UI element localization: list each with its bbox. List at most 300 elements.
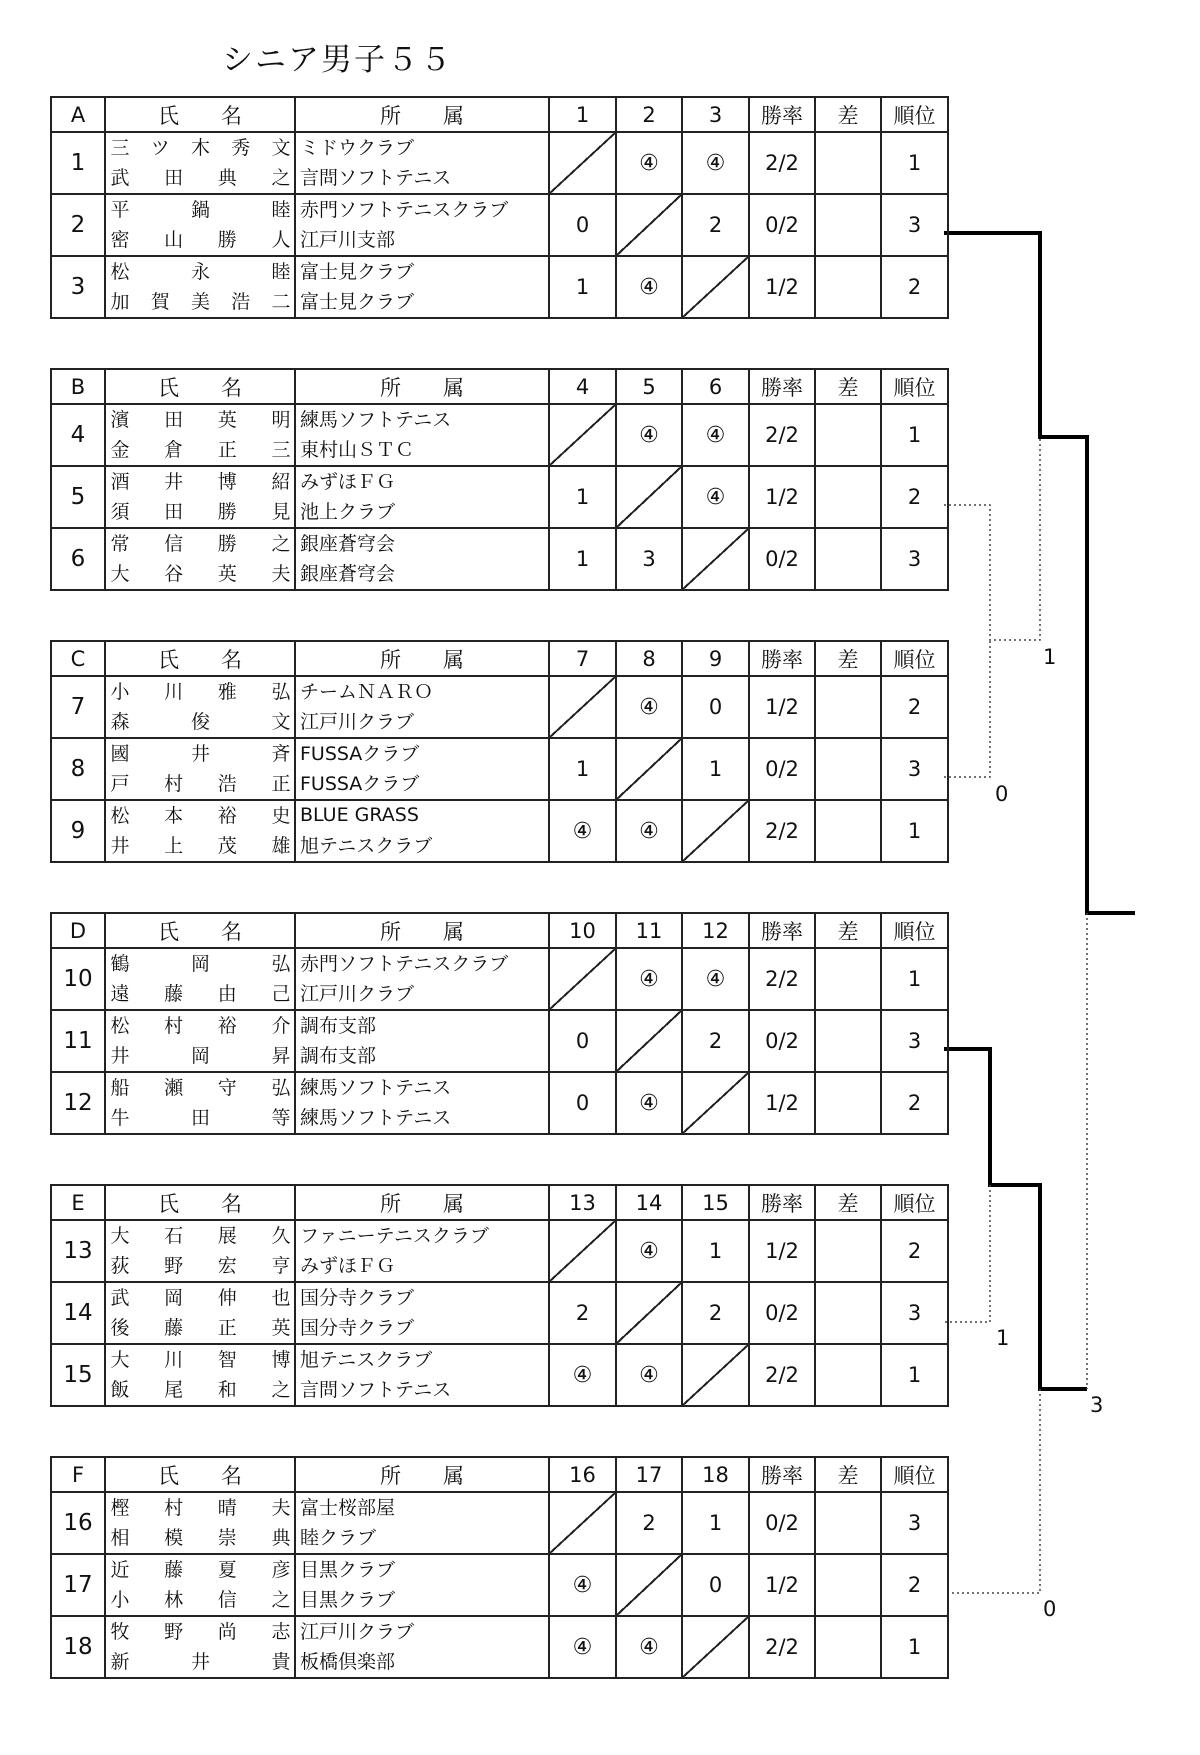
win-rate-header: 勝率	[749, 641, 815, 676]
affiliation: 睦クラブ	[295, 1520, 549, 1554]
player-name	[105, 1554, 295, 1582]
rank: 3	[881, 738, 948, 800]
win-rate: 2/2	[749, 800, 815, 862]
affiliation: 練馬ソフトテニス	[295, 404, 549, 432]
group-id: E	[51, 1185, 105, 1220]
player-name-text: 荻 野 宏 亨	[110, 1255, 291, 1277]
table-row	[51, 194, 948, 222]
match-score: ④	[616, 948, 682, 1010]
self-cell	[682, 528, 749, 590]
affiliation: 江戸川クラブ	[295, 704, 549, 738]
rank-header: 順位	[881, 369, 948, 404]
rank-header: 順位	[881, 641, 948, 676]
difference	[815, 1072, 881, 1134]
player-name-text: 平 鍋 睦	[110, 199, 291, 221]
difference	[815, 528, 881, 590]
player-name	[105, 132, 295, 160]
affiliation: 国分寺クラブ	[295, 1310, 549, 1344]
rank: 3	[881, 1010, 948, 1072]
win-rate: 0/2	[749, 1010, 815, 1072]
affiliation: 旭テニスクラブ	[295, 828, 549, 862]
win-rate: 2/2	[749, 404, 815, 466]
affiliation: 板橋倶楽部	[295, 1644, 549, 1678]
affiliation: 調布支部	[295, 1038, 549, 1072]
self-cell	[682, 800, 749, 862]
rank: 3	[881, 1492, 948, 1554]
match-score: 0	[682, 1554, 749, 1616]
loser-lines	[944, 437, 1087, 1593]
player-name	[105, 494, 295, 528]
win-rate-header: 勝率	[749, 913, 815, 948]
player-name	[105, 1616, 295, 1644]
opponent-header: 17	[616, 1457, 682, 1492]
self-cell	[616, 1282, 682, 1344]
pair-number: 15	[51, 1344, 105, 1406]
match-score: 1	[682, 1492, 749, 1554]
winner-lines	[944, 233, 1135, 1389]
group-header-row	[51, 369, 948, 404]
affiliation-header: 所 属	[295, 913, 549, 948]
player-name	[105, 160, 295, 194]
player-name-text: 三 ツ 木 秀 文	[110, 137, 291, 159]
table-row	[51, 1072, 948, 1100]
match-score: ④	[616, 1220, 682, 1282]
player-name	[105, 948, 295, 976]
pair-number: 13	[51, 1220, 105, 1282]
bracket-line-f	[944, 1389, 1040, 1593]
group-header-row	[51, 97, 948, 132]
match-score: 2	[616, 1492, 682, 1554]
match-score: 0	[549, 194, 616, 256]
bracket-line-b-c-a	[944, 437, 1040, 640]
rank: 1	[881, 1344, 948, 1406]
table-row	[51, 1616, 948, 1644]
win-rate-header: 勝率	[749, 1185, 815, 1220]
difference	[815, 676, 881, 738]
self-cell	[549, 676, 616, 738]
match-score: ④	[616, 800, 682, 862]
match-score: ④	[616, 1072, 682, 1134]
difference	[815, 800, 881, 862]
player-name	[105, 528, 295, 556]
match-score: 1	[682, 1220, 749, 1282]
match-score: ④	[616, 256, 682, 318]
group-table-e	[50, 1184, 949, 1407]
table-row	[51, 800, 948, 828]
table-row	[51, 1220, 948, 1248]
affiliation-header: 所 属	[295, 641, 549, 676]
difference	[815, 1554, 881, 1616]
opponent-header: 4	[549, 369, 616, 404]
player-name	[105, 404, 295, 432]
player-name-text: 密 山 勝 人	[110, 229, 291, 251]
win-rate: 0/2	[749, 1492, 815, 1554]
group-id: B	[51, 369, 105, 404]
win-rate: 0/2	[749, 194, 815, 256]
player-name-text: 松 村 裕 介	[110, 1015, 291, 1037]
difference-header: 差	[815, 913, 881, 948]
pair-number: 2	[51, 194, 105, 256]
affiliation: 言問ソフトテニス	[295, 1372, 549, 1406]
table-row	[51, 1282, 948, 1310]
match-score: 0	[549, 1010, 616, 1072]
player-name-text: 松 本 裕 史	[110, 805, 291, 827]
match-score: ④	[616, 1616, 682, 1678]
player-name	[105, 256, 295, 284]
player-name	[105, 1100, 295, 1134]
match-score: ④	[549, 1554, 616, 1616]
affiliation: 富士桜部屋	[295, 1492, 549, 1520]
self-cell	[682, 1344, 749, 1406]
difference-header: 差	[815, 369, 881, 404]
player-name-text: 後 藤 正 英	[110, 1317, 291, 1339]
player-name	[105, 828, 295, 862]
affiliation: 東村山ＳＴＣ	[295, 432, 549, 466]
match-score: ④	[549, 1616, 616, 1678]
group-table-b	[50, 368, 949, 591]
table-row	[51, 466, 948, 494]
rank: 2	[881, 466, 948, 528]
bracket-line-upper-winner	[944, 233, 1135, 913]
name-header: 氏 名	[105, 1457, 295, 1492]
pair-number: 18	[51, 1616, 105, 1678]
player-name-text: 金 倉 正 三	[110, 439, 291, 461]
player-name-text: 遠 藤 由 己	[110, 983, 291, 1005]
rank: 2	[881, 256, 948, 318]
affiliation: 目黒クラブ	[295, 1582, 549, 1616]
group-header-row	[51, 913, 948, 948]
player-name-text: 武 田 典 之	[110, 167, 291, 189]
player-name	[105, 1644, 295, 1678]
table-row	[51, 528, 948, 556]
group-table-a	[50, 96, 949, 319]
player-name	[105, 766, 295, 800]
win-rate-header: 勝率	[749, 1457, 815, 1492]
match-score: ④	[616, 676, 682, 738]
table-row	[51, 132, 948, 160]
player-name-text: 井 岡 昇	[110, 1045, 291, 1067]
affiliation: 調布支部	[295, 1010, 549, 1038]
win-rate: 2/2	[749, 132, 815, 194]
difference	[815, 1282, 881, 1344]
win-rate: 2/2	[749, 948, 815, 1010]
opponent-header: 7	[549, 641, 616, 676]
player-name-text: 濱 田 英 明	[110, 409, 291, 431]
rank-header: 順位	[881, 1185, 948, 1220]
pair-number: 12	[51, 1072, 105, 1134]
player-name	[105, 1582, 295, 1616]
player-name-text: 須 田 勝 見	[110, 501, 291, 523]
opponent-header: 13	[549, 1185, 616, 1220]
player-name-text: 船 瀬 守 弘	[110, 1077, 291, 1099]
match-score: 2	[682, 1010, 749, 1072]
match-score: 3	[616, 528, 682, 590]
bracket-line-e	[944, 1185, 990, 1322]
player-name-text: 新 井 貴	[110, 1651, 291, 1673]
opponent-header: 14	[616, 1185, 682, 1220]
player-name	[105, 1520, 295, 1554]
affiliation-header: 所 属	[295, 1457, 549, 1492]
pair-number: 17	[51, 1554, 105, 1616]
match-score: 2	[549, 1282, 616, 1344]
difference-header: 差	[815, 641, 881, 676]
player-name-text: 井 上 茂 雄	[110, 835, 291, 857]
rank: 1	[881, 948, 948, 1010]
bracket-score: 0	[995, 782, 1009, 806]
rank: 1	[881, 404, 948, 466]
table-row	[51, 1344, 948, 1372]
table-row	[51, 948, 948, 976]
pair-number: 16	[51, 1492, 105, 1554]
self-cell	[682, 1072, 749, 1134]
affiliation: 江戸川支部	[295, 222, 549, 256]
player-name	[105, 1344, 295, 1372]
group-id: C	[51, 641, 105, 676]
difference	[815, 1492, 881, 1554]
player-name	[105, 676, 295, 704]
match-score: ④	[549, 800, 616, 862]
table-row	[51, 404, 948, 432]
affiliation: 赤門ソフトテニスクラブ	[295, 194, 549, 222]
name-header: 氏 名	[105, 97, 295, 132]
match-score: ④	[682, 466, 749, 528]
difference	[815, 194, 881, 256]
name-header: 氏 名	[105, 913, 295, 948]
difference	[815, 1220, 881, 1282]
player-name	[105, 1038, 295, 1072]
bracket-score: 1	[1043, 645, 1057, 669]
rank: 3	[881, 194, 948, 256]
win-rate: 2/2	[749, 1344, 815, 1406]
win-rate: 1/2	[749, 676, 815, 738]
group-header-row	[51, 1457, 948, 1492]
pair-number: 11	[51, 1010, 105, 1072]
self-cell	[616, 1010, 682, 1072]
player-name	[105, 1248, 295, 1282]
win-rate: 1/2	[749, 466, 815, 528]
player-name-text: 酒 井 博 紹	[110, 471, 291, 493]
page-title: シニア男子５５	[222, 42, 453, 78]
opponent-header: 16	[549, 1457, 616, 1492]
affiliation: FUSSAクラブ	[295, 738, 549, 766]
affiliation: 銀座蒼穹会	[295, 528, 549, 556]
self-cell	[682, 1616, 749, 1678]
rank: 3	[881, 1282, 948, 1344]
player-name-text: 大 谷 英 夫	[110, 563, 291, 585]
affiliation: みずほＦＧ	[295, 1248, 549, 1282]
win-rate: 1/2	[749, 1554, 815, 1616]
affiliation: 言問ソフトテニス	[295, 160, 549, 194]
group-id: A	[51, 97, 105, 132]
player-name	[105, 1220, 295, 1248]
player-name	[105, 738, 295, 766]
match-score: ④	[616, 404, 682, 466]
player-name	[105, 222, 295, 256]
opponent-header: 10	[549, 913, 616, 948]
match-score: ④	[682, 132, 749, 194]
self-cell	[549, 948, 616, 1010]
difference	[815, 404, 881, 466]
affiliation: BLUE GRASS	[295, 800, 549, 828]
difference	[815, 1616, 881, 1678]
bracket-score: 1	[996, 1326, 1010, 1350]
table-row	[51, 676, 948, 704]
opponent-header: 6	[682, 369, 749, 404]
opponent-header: 2	[616, 97, 682, 132]
player-name	[105, 1492, 295, 1520]
player-name-text: 相 模 崇 典	[110, 1527, 291, 1549]
player-name	[105, 284, 295, 318]
name-header: 氏 名	[105, 369, 295, 404]
player-name-text: 常 信 勝 之	[110, 533, 291, 555]
opponent-header: 11	[616, 913, 682, 948]
player-name-text: 武 岡 伸 也	[110, 1287, 291, 1309]
player-name	[105, 704, 295, 738]
affiliation: 江戸川クラブ	[295, 976, 549, 1010]
player-name	[105, 194, 295, 222]
match-score: 1	[549, 738, 616, 800]
affiliation-header: 所 属	[295, 97, 549, 132]
pair-number: 10	[51, 948, 105, 1010]
opponent-header: 8	[616, 641, 682, 676]
rank: 2	[881, 676, 948, 738]
self-cell	[616, 194, 682, 256]
pair-number: 8	[51, 738, 105, 800]
player-name-text: 戸 村 浩 正	[110, 773, 291, 795]
affiliation: 富士見クラブ	[295, 256, 549, 284]
win-rate-header: 勝率	[749, 369, 815, 404]
affiliation: 池上クラブ	[295, 494, 549, 528]
affiliation-header: 所 属	[295, 1185, 549, 1220]
group-table-c	[50, 640, 949, 863]
player-name-text: 牛 田 等	[110, 1107, 291, 1129]
opponent-header: 18	[682, 1457, 749, 1492]
bracket-line-lower-winner	[944, 1049, 1087, 1389]
win-rate: 0/2	[749, 528, 815, 590]
pair-number: 7	[51, 676, 105, 738]
affiliation: みずほＦＧ	[295, 466, 549, 494]
self-cell	[616, 738, 682, 800]
player-name	[105, 1310, 295, 1344]
group-id: F	[51, 1457, 105, 1492]
match-score: ④	[549, 1344, 616, 1406]
match-score: ④	[616, 132, 682, 194]
affiliation: 赤門ソフトテニスクラブ	[295, 948, 549, 976]
affiliation: FUSSAクラブ	[295, 766, 549, 800]
affiliation: ミドウクラブ	[295, 132, 549, 160]
group-id: D	[51, 913, 105, 948]
player-name-text: 小 林 信 之	[110, 1589, 291, 1611]
match-score: ④	[616, 1344, 682, 1406]
self-cell	[549, 1492, 616, 1554]
self-cell	[616, 466, 682, 528]
player-name	[105, 1282, 295, 1310]
difference	[815, 132, 881, 194]
win-rate: 1/2	[749, 1072, 815, 1134]
player-name-text: 鶴 岡 弘	[110, 953, 291, 975]
name-header: 氏 名	[105, 1185, 295, 1220]
rank: 2	[881, 1072, 948, 1134]
win-rate: 2/2	[749, 1616, 815, 1678]
affiliation: 目黒クラブ	[295, 1554, 549, 1582]
match-score: ④	[682, 404, 749, 466]
affiliation: 江戸川クラブ	[295, 1616, 549, 1644]
opponent-header: 1	[549, 97, 616, 132]
player-name	[105, 466, 295, 494]
player-name-text: 飯 尾 和 之	[110, 1379, 291, 1401]
match-score: 1	[549, 256, 616, 318]
bracket-score: 3	[1090, 1393, 1104, 1417]
group-header-row	[51, 641, 948, 676]
group-table-f	[50, 1456, 949, 1679]
pair-number: 3	[51, 256, 105, 318]
rank: 3	[881, 528, 948, 590]
player-name-text: 國 井 斉	[110, 743, 291, 765]
affiliation: 練馬ソフトテニス	[295, 1072, 549, 1100]
player-name	[105, 432, 295, 466]
player-name	[105, 1010, 295, 1038]
match-score: 0	[549, 1072, 616, 1134]
match-score: 1	[682, 738, 749, 800]
difference-header: 差	[815, 97, 881, 132]
pair-number: 6	[51, 528, 105, 590]
pair-number: 9	[51, 800, 105, 862]
player-name-text: 近 藤 夏 彦	[110, 1559, 291, 1581]
player-name	[105, 976, 295, 1010]
pair-number: 4	[51, 404, 105, 466]
player-name	[105, 1072, 295, 1100]
player-name-text: 大 川 智 博	[110, 1349, 291, 1371]
player-name-text: 樫 村 晴 夫	[110, 1497, 291, 1519]
rank-header: 順位	[881, 1457, 948, 1492]
bracket-line-c	[944, 640, 990, 777]
player-name	[105, 556, 295, 590]
win-rate: 1/2	[749, 1220, 815, 1282]
difference	[815, 256, 881, 318]
bracket-score: 0	[1043, 1597, 1057, 1621]
difference	[815, 738, 881, 800]
player-name-text: 加 賀 美 浩 二	[110, 291, 291, 313]
rank: 2	[881, 1554, 948, 1616]
pair-number: 14	[51, 1282, 105, 1344]
affiliation: チームＮＡＲＯ	[295, 676, 549, 704]
difference	[815, 466, 881, 528]
affiliation: 旭テニスクラブ	[295, 1344, 549, 1372]
pair-number: 5	[51, 466, 105, 528]
win-rate: 1/2	[749, 256, 815, 318]
affiliation-header: 所 属	[295, 369, 549, 404]
opponent-header: 9	[682, 641, 749, 676]
win-rate-header: 勝率	[749, 97, 815, 132]
match-score: 0	[682, 676, 749, 738]
table-row	[51, 1492, 948, 1520]
player-name	[105, 1372, 295, 1406]
difference	[815, 948, 881, 1010]
match-score: 1	[549, 466, 616, 528]
affiliation: 国分寺クラブ	[295, 1282, 549, 1310]
affiliation: 練馬ソフトテニス	[295, 1100, 549, 1134]
player-name-text: 森 俊 文	[110, 711, 291, 733]
name-header: 氏 名	[105, 641, 295, 676]
table-row	[51, 738, 948, 766]
affiliation: 富士見クラブ	[295, 284, 549, 318]
player-name-text: 松 永 睦	[110, 261, 291, 283]
player-name	[105, 800, 295, 828]
self-cell	[549, 132, 616, 194]
match-score: 1	[549, 528, 616, 590]
pair-number: 1	[51, 132, 105, 194]
rank: 2	[881, 1220, 948, 1282]
